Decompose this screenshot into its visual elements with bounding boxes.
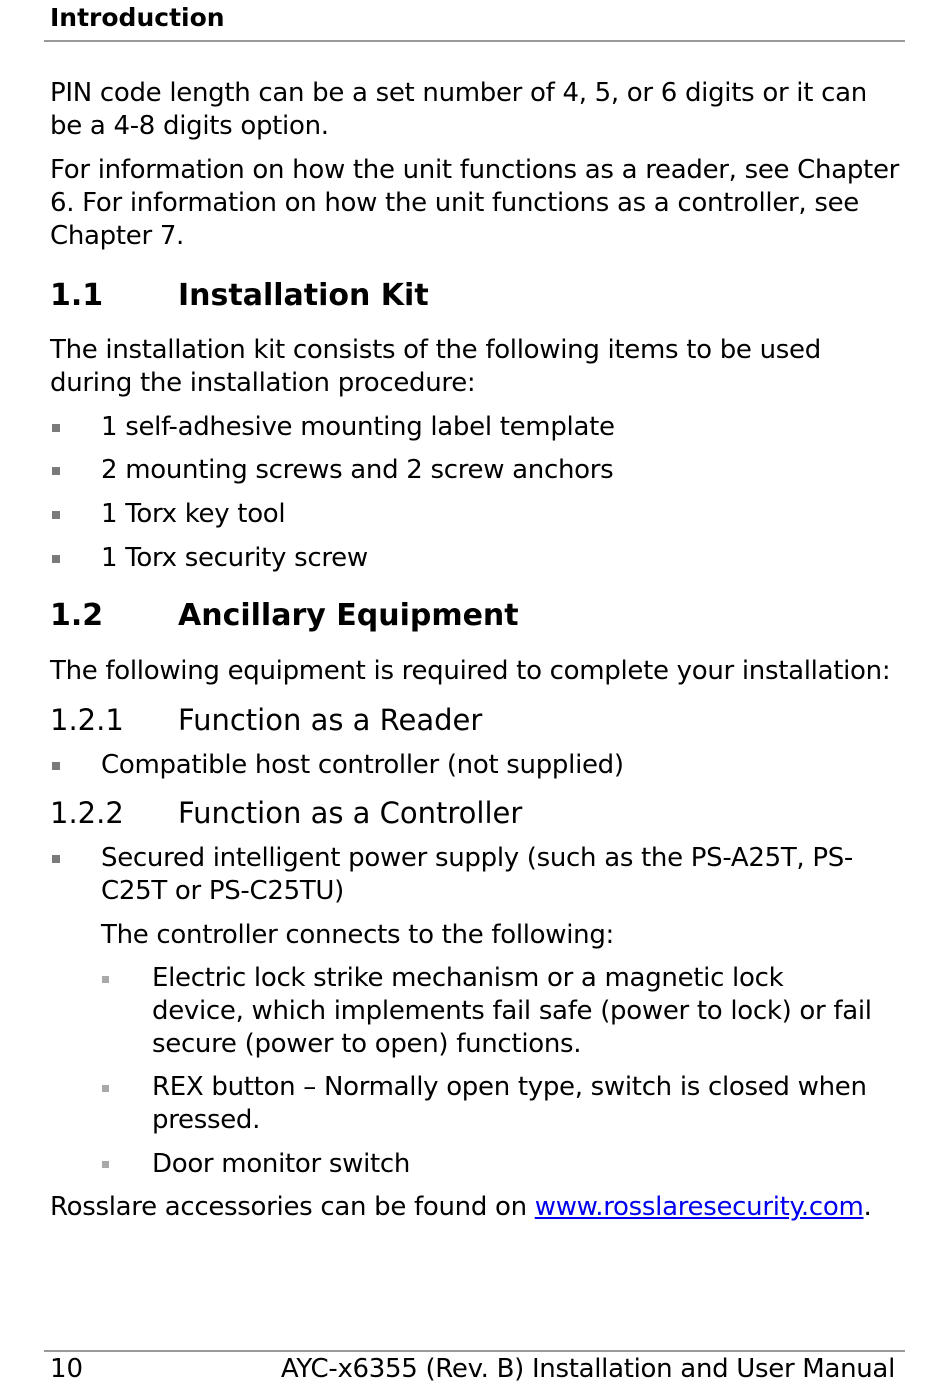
- controller-connects-text: The controller connects to the following:: [101, 920, 615, 950]
- kit-item: 1 self-adhesive mounting label template: [101, 412, 615, 442]
- accessories-text: Rosslare accessories can be found on: [50, 1192, 535, 1222]
- accessories-paragraph: [50, 1191, 900, 1224]
- bullet-icon: [52, 511, 60, 519]
- kit-item: 1 Torx security screw: [101, 543, 368, 573]
- sub-bullet-icon: [102, 1085, 109, 1092]
- bullet-icon: [52, 424, 60, 432]
- intro-paragraph-pin: PIN code length can be a set number of 4, 5, or 6 digits or it can be a 4-8 digits option.: [50, 78, 867, 141]
- controller-subitem: REX button – Normally open type, switch is closed when pressed.: [152, 1072, 867, 1135]
- bullet-icon: [52, 555, 60, 563]
- accessories-period: .: [863, 1192, 872, 1222]
- sub-bullet-icon: [102, 1161, 109, 1168]
- section-number: 1.2.2: [50, 796, 124, 830]
- section-number: 1.2.1: [50, 703, 124, 737]
- kit-item: 2 mounting screws and 2 screw anchors: [101, 455, 614, 485]
- bullet-icon: [52, 762, 60, 770]
- running-header: Introduction: [50, 3, 225, 32]
- ancillary-intro: The following equipment is required to complete your installation:: [50, 656, 891, 686]
- controller-subitem: Electric lock strike mechanism or a magnetic lock device, which implements fail safe (power to lock) or fail secure (power to open) functions.: [152, 963, 872, 1059]
- intro-paragraph-chapters: For information on how the unit functions as a reader, see Chapter 6. For information on how the unit functions as a controller, see Chapter 7.: [50, 155, 900, 251]
- page-number: 10: [50, 1354, 84, 1384]
- section-title: Function as a Controller: [178, 796, 523, 830]
- header-divider: [44, 40, 905, 42]
- section-title: Ancillary Equipment: [178, 598, 519, 633]
- bullet-icon: [52, 855, 60, 863]
- bullet-icon: [52, 467, 60, 475]
- manual-title: AYC-x6355 (Rev. B) Installation and User Manual: [280, 1354, 895, 1384]
- controller-item: Secured intelligent power supply (such as the PS-A25T, PS-C25T or PS-C25TU): [101, 843, 854, 906]
- controller-subitem: Door monitor switch: [152, 1149, 411, 1179]
- sub-bullet-icon: [102, 976, 109, 983]
- footer-divider: [44, 1350, 905, 1352]
- section-number: 1.1: [50, 278, 104, 313]
- section-title: Installation Kit: [178, 278, 429, 313]
- section-title: Function as a Reader: [178, 703, 483, 737]
- rosslare-website-link[interactable]: www.rosslaresecurity.com: [534, 1192, 864, 1222]
- reader-item: Compatible host controller (not supplied): [101, 750, 624, 780]
- kit-item: 1 Torx key tool: [101, 499, 286, 529]
- installation-kit-intro: The installation kit consists of the following items to be used during the installation procedure:: [50, 335, 821, 398]
- section-number: 1.2: [50, 598, 104, 633]
